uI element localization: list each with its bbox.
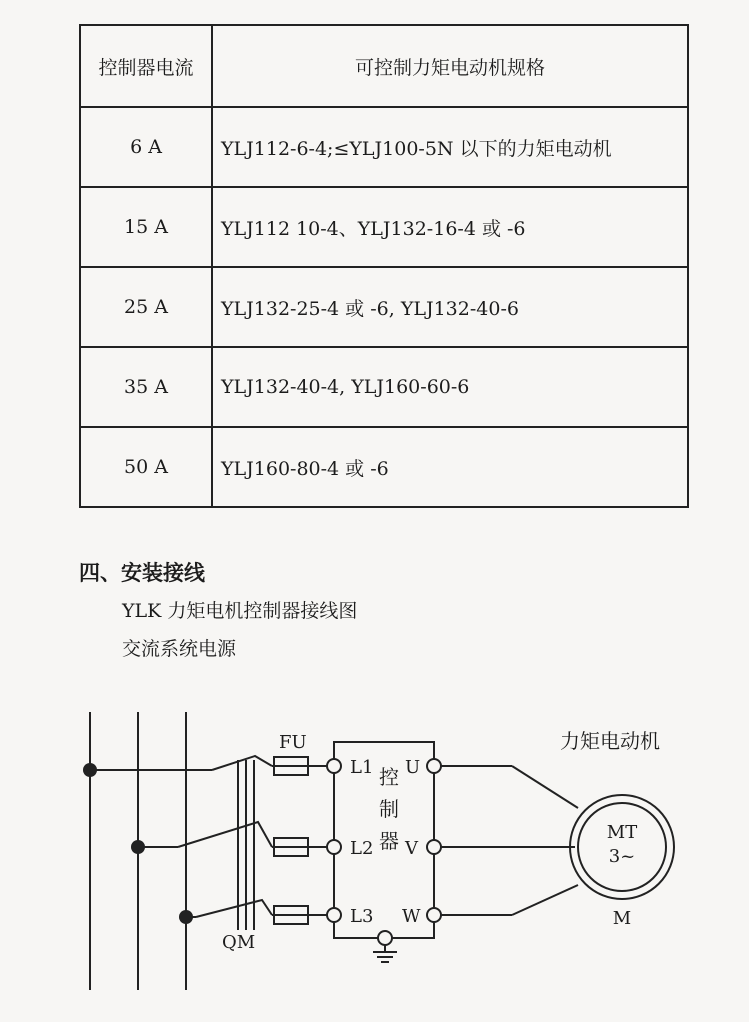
row-spec: YLJ112-6-4;≤YLJ100-5N 以下的力矩电动机 [212,107,688,187]
table-row [80,267,688,347]
terminal-u: U [405,757,421,778]
header-spec: 可控制力矩电动机规格 [212,25,688,107]
row-spec: YLJ160-80-4 或 -6 [212,427,688,507]
diagram-subtitle: YLK 力矩电机控制器接线图 [122,600,358,622]
row-current: 15 A [80,187,212,267]
terminal-l3: L3 [350,906,374,927]
spec-table [79,24,689,508]
header-current: 控制器电流 [80,25,212,107]
terminal-v: V [405,838,418,859]
power-source-label: 交流系统电源 [122,638,237,660]
motor-code: MT [606,822,638,843]
wiring-diagram [0,690,749,1022]
row-current: 6 A [80,107,212,187]
controller-char-1: 控 [379,765,399,789]
switch-label: QM [222,932,256,953]
table-row [80,107,688,187]
controller-char-2: 制 [379,797,399,821]
table-header-row [80,25,688,107]
table-row [80,427,688,507]
table-row [80,347,688,427]
section-title: 四、安装接线 [79,561,205,585]
terminal-l2: L2 [350,838,374,859]
terminal-l1: L1 [350,757,374,778]
table-row [80,187,688,267]
motor-phase: 3~ [608,846,636,867]
motor-symbol: M [612,908,632,929]
row-spec: YLJ112 10-4、YLJ132-16-4 或 -6 [212,187,688,267]
row-spec: YLJ132-40-4, YLJ160-60-6 [212,347,688,427]
row-current: 35 A [80,347,212,427]
motor-title: 力矩电动机 [560,729,660,753]
ground-terminal [378,931,392,945]
row-current: 50 A [80,427,212,507]
row-spec: YLJ132-25-4 或 -6, YLJ132-40-6 [212,267,688,347]
row-current: 25 A [80,267,212,347]
terminal-w: W [402,906,421,927]
controller-char-3: 器 [379,829,399,853]
fuse-label: FU [279,732,307,753]
